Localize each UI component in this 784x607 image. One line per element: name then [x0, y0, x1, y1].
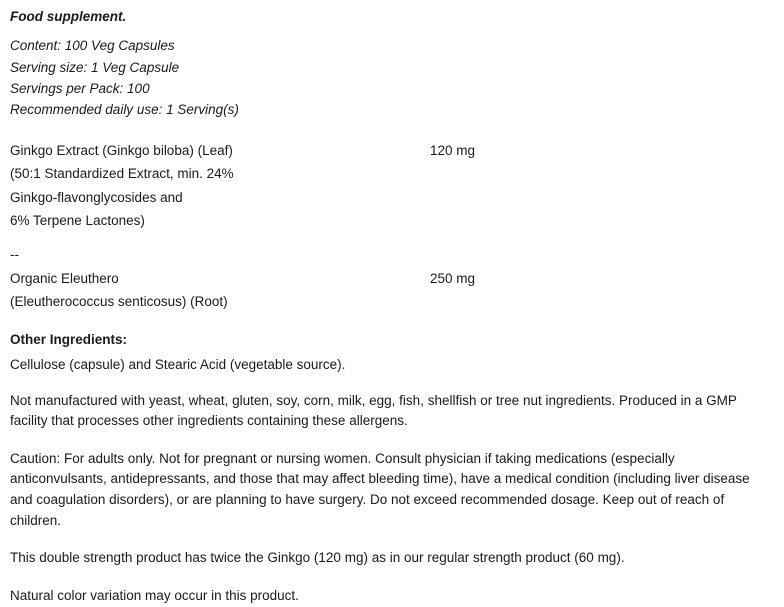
- ingredient-daily-value: [550, 243, 774, 267]
- table-row: [10, 290, 774, 314]
- food-supplement-heading: Food supplement.: [10, 9, 127, 24]
- ingredient-amount-empty: [430, 162, 550, 186]
- ingredient-table: [10, 139, 774, 314]
- ingredient-name-line: Ginkgo Extract (Ginkgo biloba) (Leaf): [10, 142, 233, 158]
- caution-statement: Caution: For adults only. Not for pregnant or nursing women. Consult physician if taking medications (especially anticonvulsants, antidepressants, and those that may affect bleeding time), have a medical condition (including liver disease and coagulation disorders), or are planning to have surgery. Do not exceed recommended dosage. Keep out of reach of children.: [10, 450, 750, 528]
- strength-note: This double strength product has twice the Ginkgo (120 mg) as in our regular strength product (60 mg).: [10, 550, 625, 566]
- ingredient-daily-value: [550, 209, 774, 233]
- ingredient-daily-value: [550, 186, 774, 210]
- ingredient-amount-empty: [430, 243, 550, 267]
- serving-size-line: Serving size: 1 Veg Capsule: [10, 59, 180, 75]
- ingredient-daily-value: [550, 162, 774, 186]
- ingredient-name-line: Ginkgo-flavonglycosides and: [10, 189, 183, 205]
- other-ingredients-title: Other Ingredients:: [10, 331, 128, 347]
- table-row: [10, 162, 774, 186]
- ingredient-daily-value: [550, 290, 774, 314]
- allergen-statement: Not manufactured with yeast, wheat, gluten, soy, corn, milk, egg, fish, shellfish or tree nut ingredients. Produced in a GMP facility that processes other ingredients containing these allergens.: [10, 392, 737, 429]
- table-spacer-row: [10, 233, 774, 243]
- ingredient-daily-value: [550, 139, 774, 163]
- ingredient-amount-empty: [430, 209, 550, 233]
- content-line: Content: 100 Veg Capsules: [10, 38, 175, 54]
- servings-per-pack-line: Servings per Pack: 100: [10, 80, 150, 96]
- ingredient-daily-value: [550, 267, 774, 291]
- table-row: [10, 186, 774, 210]
- ingredient-name-line: 6% Terpene Lactones): [10, 213, 145, 229]
- table-row: [10, 209, 774, 233]
- ingredient-separator: --: [10, 247, 19, 263]
- serving-information: [10, 35, 774, 120]
- ingredient-name-line: (Eleutherococcus senticosus) (Root): [10, 294, 228, 310]
- ingredient-name-line: (50:1 Standardized Extract, min. 24%: [10, 166, 234, 182]
- other-ingredients-text: Cellulose (capsule) and Stearic Acid (vegetable source).: [10, 356, 346, 372]
- ingredient-amount: 120 mg: [430, 142, 476, 158]
- ingredient-name-line: Organic Eleuthero: [10, 270, 119, 286]
- table-separator-row: [10, 243, 774, 267]
- ingredient-amount-empty: [430, 186, 550, 210]
- recommended-daily-use-line: Recommended daily use: 1 Serving(s): [10, 102, 239, 118]
- table-row: [10, 139, 774, 163]
- ingredient-amount-empty: [430, 290, 550, 314]
- color-variation-note: Natural color variation may occur in this product.: [10, 588, 299, 604]
- table-row: [10, 267, 774, 291]
- ingredient-amount: 250 mg: [430, 270, 476, 286]
